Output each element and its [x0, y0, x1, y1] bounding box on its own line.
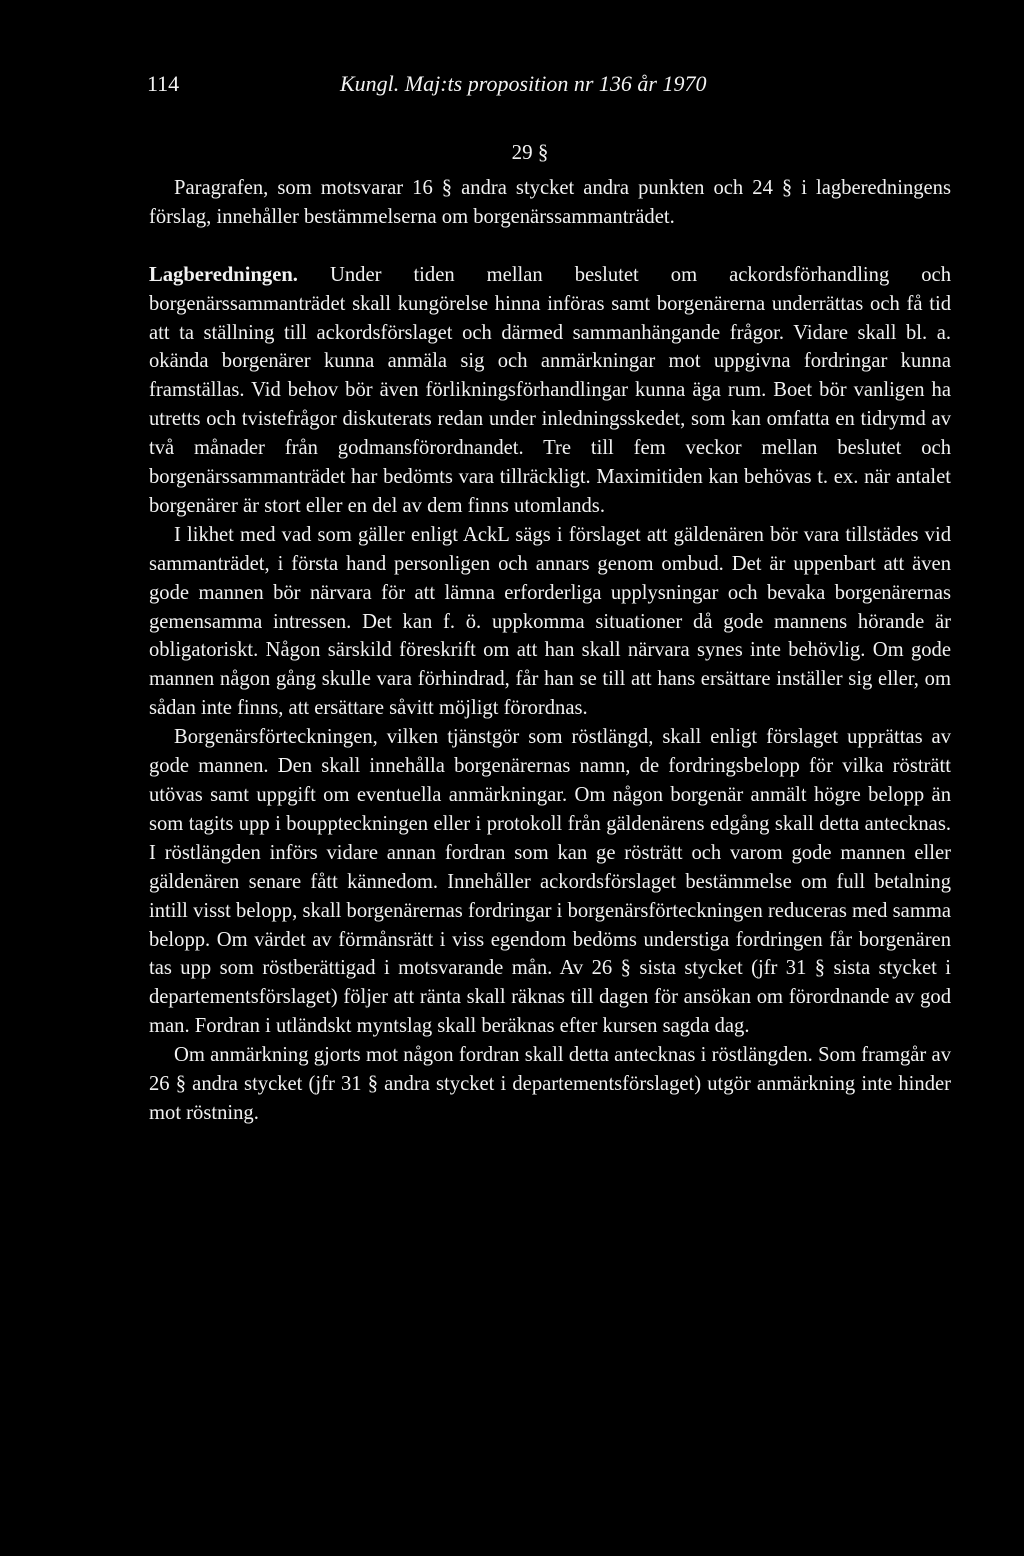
page-header [147, 66, 947, 102]
paragraph-2-text: Under tiden mellan beslutet om ackordsförhandling och borgenärssammanträdet skall kungörelse hinna införas samt borgenärerna underrättas och få tid att ta ställning till ackordsförslaget och därmed sammanhängande frågor. Vidare skall bl. a. okända borgenärer kunna anmäla sig och anmärkningar mot uppgivna fordringar kunna framställas. Vid behov bör även förlikningsförhandlingar kunna äga rum. Boet bör vanligen ha utretts och tvistefrågor diskuterats redan under inledningsskedet, som kan omfatta en tidrymd av två månader från godmansförordnandet. Tre till fem veckor mellan beslutet och borgenärssammanträdet har bedömts vara tillräckligt. Maximitiden kan behövas t. ex. när antalet borgenärer är stort eller en del av dem finns utomlands. [149, 263, 951, 517]
paragraph-2 [149, 261, 951, 521]
run-in-heading-lagberedningen: Lagberedningen. [149, 263, 298, 286]
paragraph-5 [149, 1041, 951, 1128]
paragraph-3 [149, 521, 951, 723]
page-number: 114 [147, 71, 180, 96]
paragraph-4-text: Borgenärsförteckningen, vilken tjänstgör som röstlängd, skall enligt förslaget upprättas av gode mannen. Den skall innehålla borgenärernas namn, de fordringsbelopp för vilka rösträtt utövas samt uppgift om eventuella anmärkningar. Om någon borgenär anmält högre belopp än som tagits upp i bouppteckningen eller i protokoll från gäldenärens edgång skall detta antecknas. I röstlängden införs vidare annan fordran som kan ge rösträtt och varom gode mannen eller gäldenären senare fått kännedom. Innehåller ackordsförslaget bestämmelse om full betalning intill visst belopp, skall borgenärernas fordringar i borgenärsförteckningen reduceras med samma belopp. Om värdet av förmånsrätt i viss egendom bedöms understiga fordringen får borgenären tas upp som röstberättigad i motsvarande mån. Av 26 § sista stycket (jfr 31 § sista stycket i departementsförslaget) följer att ränta skall räknas till dagen för ansökan om förordnande av god man. Fordran i utländskt myntslag skall beräknas efter kursen sagda dag. [149, 726, 951, 1038]
paragraph-1 [149, 174, 951, 232]
paragraph-1-text: Paragrafen, som motsvarar 16 § andra stycket andra punkten och 24 § i lagberedningens förslag, innehåller bestämmelserna om borgenärssammanträdet. [149, 177, 951, 228]
paragraph-3-text: I likhet med vad som gäller enligt AckL sägs i förslaget att gäldenären bör vara tillstädes vid sammanträdet, i första hand personligen och annars genom ombud. Det är uppenbart att även gode mannen bör närvara för att lämna erforderliga upplysningar och bevaka borgenärernas gemensamma intressen. Det kan f. ö. uppkomma situationer då gode mannens hörande är obligatoriskt. Någon särskild föreskrift om att han skall närvara synes inte behövlig. Om gode mannen någon gång skulle vara förhindrad, får han se till att hans ersättare inställer sig eller, om sådan inte finns, att ersättare såvitt möjligt förordnas. [149, 523, 951, 720]
section-body [149, 174, 951, 1128]
section-heading: 29 § [511, 140, 549, 164]
paragraph-5-text: Om anmärkning gjorts mot någon fordran skall detta antecknas i röstlängden. Som framgår av 26 § andra stycket (jfr 31 § andra stycket i departementsförslaget) utgör anmärkning inte hinder mot röstning. [149, 1044, 951, 1124]
running-title: Kungl. Maj:ts proposition nr 136 år 1970 [340, 71, 707, 96]
paragraph-4 [149, 723, 951, 1041]
